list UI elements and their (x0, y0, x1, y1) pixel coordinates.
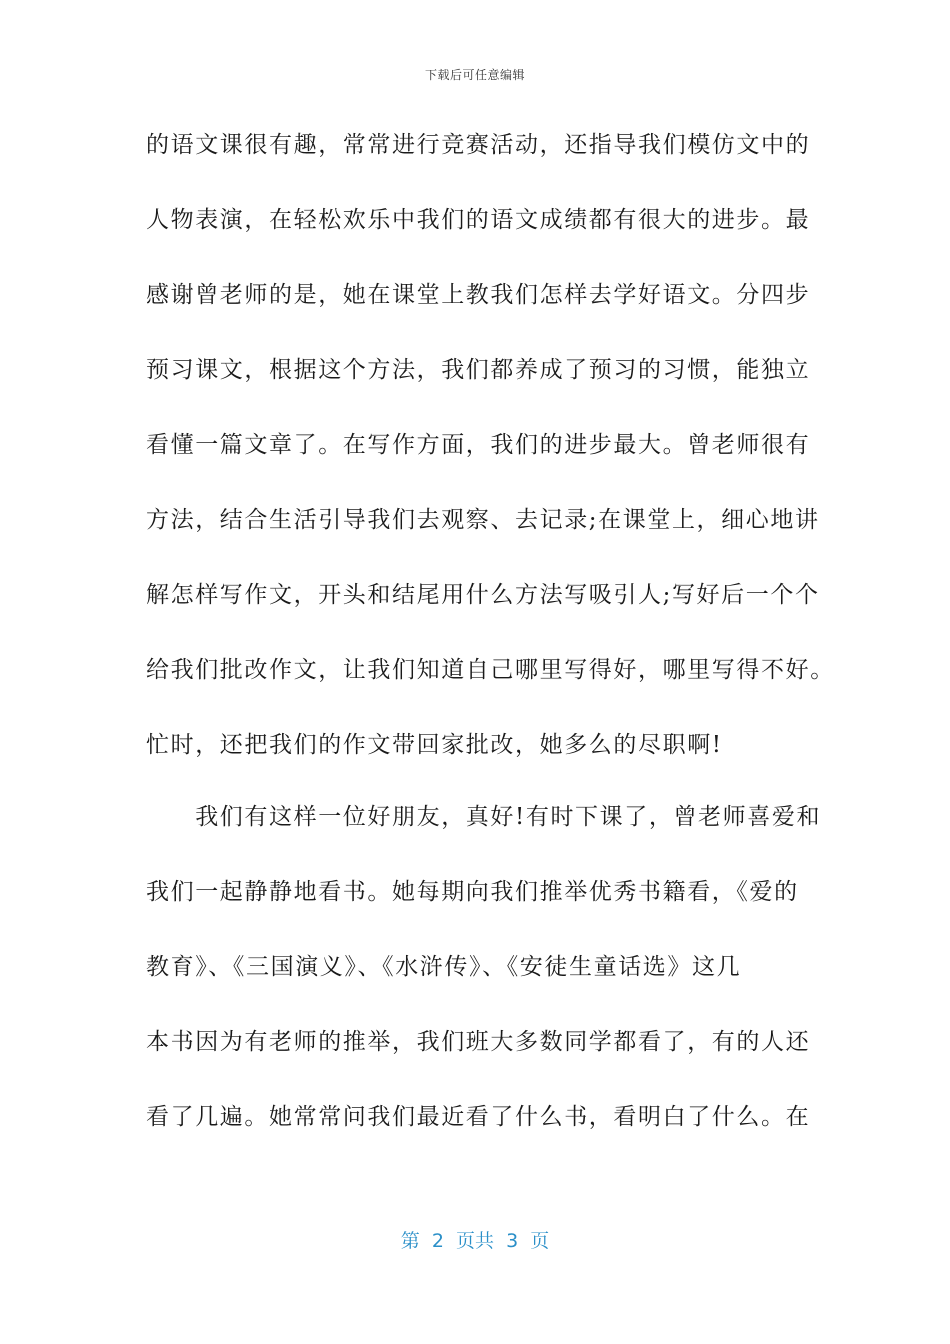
paragraph-line: 我们有这样一位好朋友，真好!有时下课了，曾老师喜爱和 (146, 804, 822, 830)
header-note: 下载后可任意编辑 (424, 68, 525, 82)
paragraph-line: 看了几遍。她常常问我们最近看了什么书，看明白了什么。在 (146, 1104, 811, 1130)
paragraph-line: 我们一起静静地看书。她每期向我们推举优秀书籍看，《爱的 (146, 879, 799, 905)
paragraph-line: 本书因为有老师的推举，我们班大多数同学都看了，有的人还 (146, 1029, 811, 1055)
paragraph-line: 给我们批改作文，让我们知道自己哪里写得好，哪里写得不好。 (146, 657, 835, 683)
paragraph-line: 教育》、《三国演义》、《水浒传》、《安徒生童话选》这几 (146, 954, 742, 980)
paragraph-line: 的语文课很有趣，常常进行竞赛活动，还指导我们模仿文中的 (146, 132, 811, 158)
page-number-footer: 第 2 页共 3 页 (400, 1230, 550, 1252)
paragraph-line: 人物表演，在轻松欢乐中我们的语文成绩都有很大的进步。最 (146, 207, 811, 233)
paragraph-line: 感谢曾老师的是，她在课堂上教我们怎样去学好语文。分四步 (146, 282, 811, 308)
paragraph-line: 解怎样写作文，开头和结尾用什么方法写吸引人;写好后一个个 (146, 582, 820, 608)
paragraph-line: 预习课文，根据这个方法，我们都养成了预习的习惯，能独立 (146, 357, 811, 383)
paragraph-line: 方法，结合生活引导我们去观察、去记录;在课堂上，细心地讲 (146, 507, 820, 533)
paragraph-line: 看懂一篇文章了。在写作方面，我们的进步最大。曾老师很有 (146, 432, 811, 458)
paragraph-line: 忙时，还把我们的作文带回家批改，她多么的尽职啊! (146, 732, 723, 758)
